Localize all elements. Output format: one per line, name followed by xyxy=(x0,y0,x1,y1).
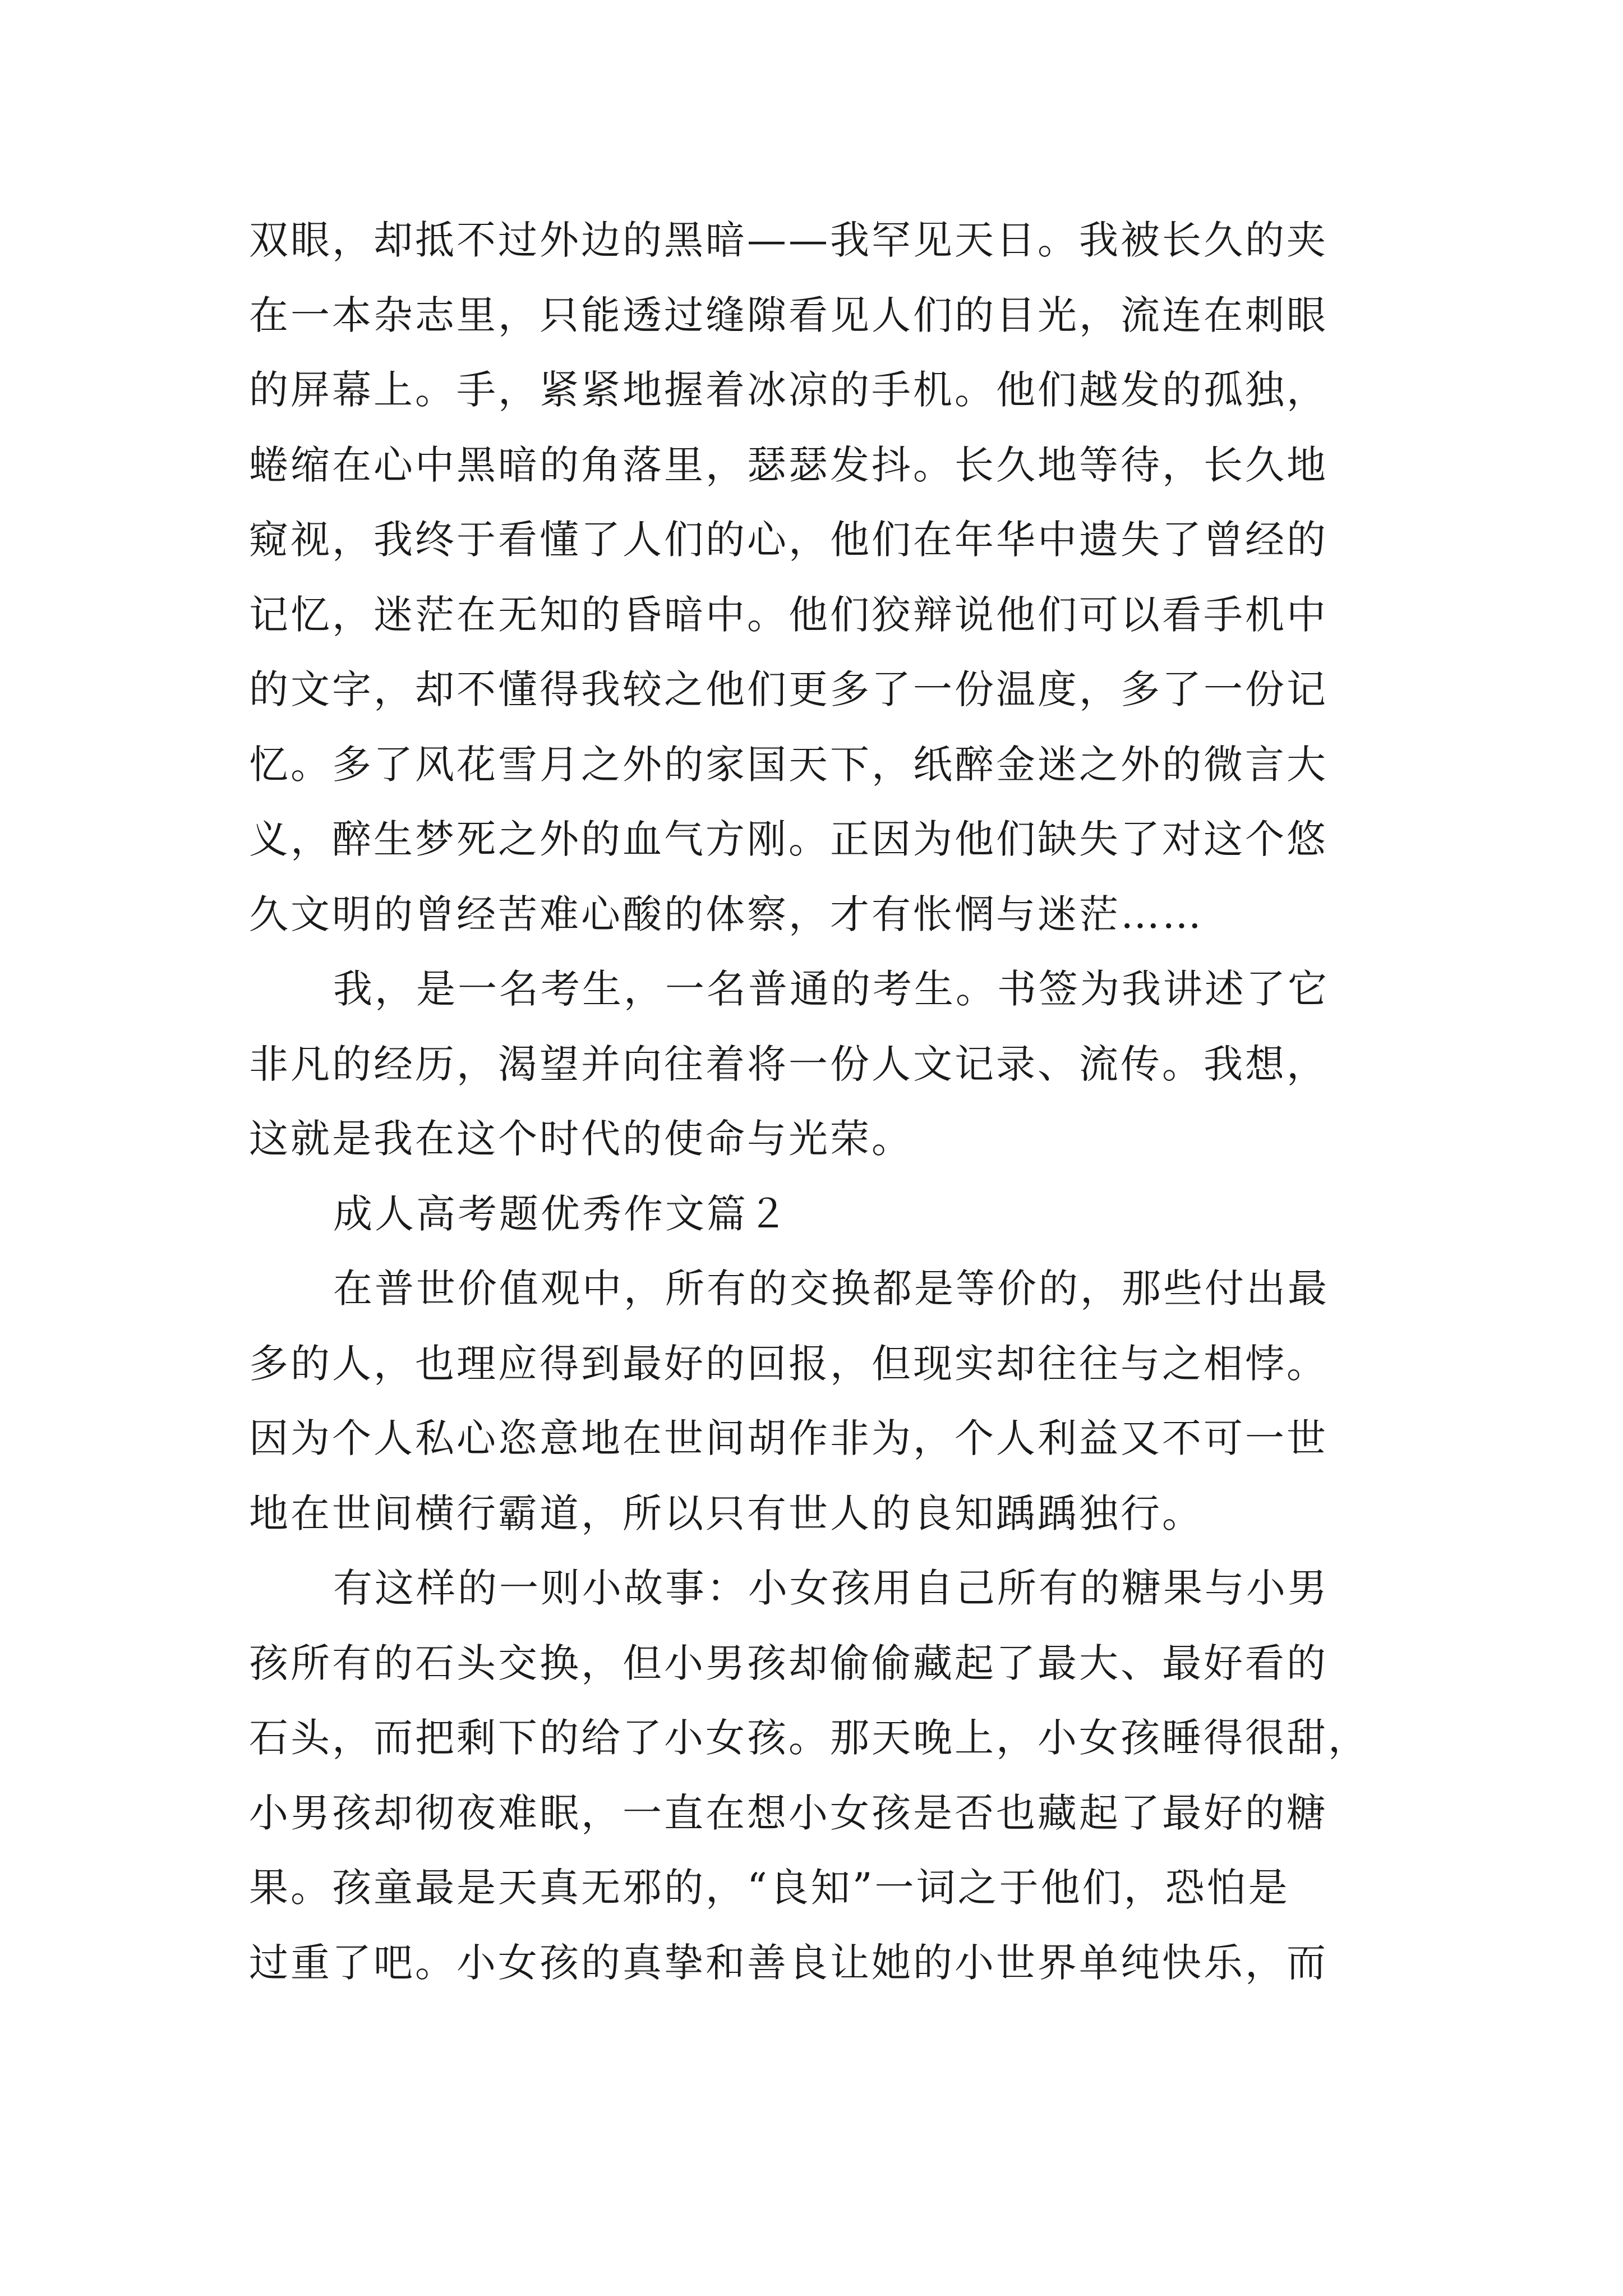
text-line: 孩所有的石头交换，但小男孩却偷偷藏起了最大、最好看的 xyxy=(249,1640,1328,1686)
section-heading: 成人高考题优秀作文篇２ xyxy=(333,1190,790,1237)
text-line: 果。孩童最是天真无邪的，“良知”一词之于他们，恐怕是 xyxy=(249,1865,1290,1911)
text-line: 蜷缩在心中黑暗的角落里，瑟瑟发抖。长久地等待，长久地 xyxy=(249,441,1328,488)
text-line: 的文字，却不懂得我较之他们更多了一份温度，多了一份记 xyxy=(249,666,1328,712)
text-line: 忆。多了风花雪月之外的家国天下，纸醉金迷之外的微言大 xyxy=(249,741,1328,788)
text-line: 久文明的曾经苦难心酸的体察，才有怅惘与迷茫…… xyxy=(249,891,1204,937)
text-line: 多的人，也理应得到最好的回报，但现实却往往与之相悖。 xyxy=(249,1340,1328,1387)
essay-body xyxy=(249,203,1404,2000)
paragraph-start-line: 有这样的一则小故事：小女孩用自己所有的糖果与小男 xyxy=(333,1565,1329,1611)
text-line: 这就是我在这个时代的使命与光荣。 xyxy=(249,1116,913,1162)
text-line: 地在世间横行霸道，所以只有世人的良知踽踽独行。 xyxy=(249,1490,1204,1536)
text-line: 石头，而把剩下的给了小女孩。那天晚上，小女孩睡得很甜， xyxy=(249,1715,1370,1761)
text-line: 过重了吧。小女孩的真挚和善良让她的小世界单纯快乐，而 xyxy=(249,1939,1328,1986)
text-line: 双眼，却抵不过外边的黑暗——我罕见天日。我被长久的夹 xyxy=(249,217,1328,263)
text-line: 窥视，我终于看懂了人们的心，他们在年华中遗失了曾经的 xyxy=(249,517,1328,563)
text-line: 非凡的经历，渴望并向往着将一份人文记录、流传。我想， xyxy=(249,1041,1328,1087)
text-line: 在一本杂志里，只能透过缝隙看见人们的目光，流连在刺眼 xyxy=(249,292,1328,338)
paragraph-start-line: 在普世价值观中，所有的交换都是等价的，那些付出最 xyxy=(333,1266,1329,1312)
text-line: 因为个人私心恣意地在世间胡作非为，个人利益又不可一世 xyxy=(249,1415,1328,1461)
text-line: 的屏幕上。手，紧紧地握着冰凉的手机。他们越发的孤独， xyxy=(249,367,1328,413)
text-line: 记忆，迷茫在无知的昏暗中。他们狡辩说他们可以看手机中 xyxy=(249,591,1328,638)
paragraph-start-line: 我，是一名考生，一名普通的考生。书签为我讲述了它 xyxy=(333,966,1329,1012)
text-line: 义，醉生梦死之外的血气方刚。正因为他们缺失了对这个悠 xyxy=(249,816,1328,862)
text-line: 小男孩却彻夜难眠，一直在想小女孩是否也藏起了最好的糖 xyxy=(249,1789,1328,1836)
